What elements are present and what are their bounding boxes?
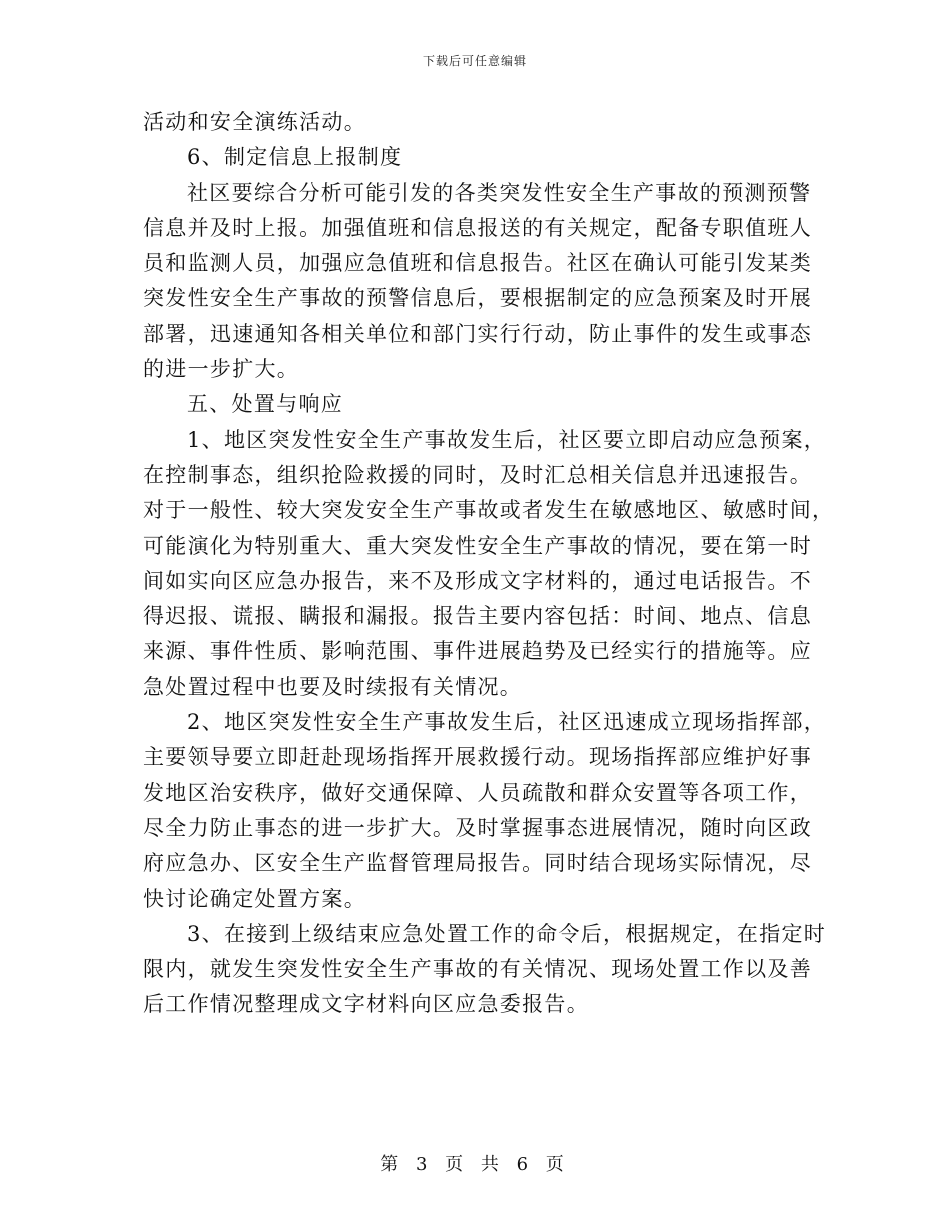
body-line: 对于一般性、较大突发安全生产事故或者发生在敏感地区、敏感时间， xyxy=(143,498,835,523)
paragraph-start: 3、在接到上级结束应急处置工作的命令后，根据规定，在指定时 xyxy=(187,921,827,946)
page-footer: 第 3 页 共 6 页 xyxy=(380,1154,570,1175)
body-line: 部署，迅速通知各相关单位和部门实行行动，防止事件的发生或事态 xyxy=(143,321,812,346)
paragraph-start: 1、地区突发性安全生产事故发生后，社区要立即启动应急预案， xyxy=(187,427,827,452)
body-line: 突发性安全生产事故的预警信息后，要根据制定的应急预案及时开展 xyxy=(143,286,812,311)
section-heading: 6、制定信息上报制度 xyxy=(187,145,403,170)
body-line: 主要领导要立即赶赴现场指挥开展救援行动。现场指挥部应维护好事 xyxy=(143,745,812,770)
body-line: 间如实向区应急办报告，来不及形成文字材料的，通过电话报告。不 xyxy=(143,568,812,593)
body-line: 活动和安全演练活动。 xyxy=(143,110,366,134)
body-line: 限内，就发生突发性安全生产事故的有关情况、现场处置工作以及善 xyxy=(143,957,812,982)
page-header: 下载后可任意编辑 xyxy=(422,54,527,68)
body-line: 员和监测人员，加强应急值班和信息报告。社区在确认可能引发某类 xyxy=(143,251,812,276)
body-line: 快讨论确定处置方案。 xyxy=(143,886,366,911)
body-line: 急处置过程中也要及时续报有关情况。 xyxy=(143,674,523,699)
body-line: 可能演化为特别重大、重大突发性安全生产事故的情况，要在第一时 xyxy=(143,533,812,558)
document-body xyxy=(143,105,835,1023)
body-line: 在控制事态，组织抢险救援的同时，及时汇总相关信息并迅速报告。 xyxy=(143,462,812,487)
body-line: 的进一步扩大。 xyxy=(143,357,300,382)
section-heading: 五、处置与响应 xyxy=(187,392,344,417)
body-line: 后工作情况整理成文字材料向区应急委报告。 xyxy=(143,992,589,1017)
body-line: 发地区治安秩序，做好交通保障、人员疏散和群众安置等各项工作， xyxy=(143,780,812,805)
paragraph-start: 2、地区突发性安全生产事故发生后，社区迅速成立现场指挥部， xyxy=(187,710,827,735)
body-line: 府应急办、区安全生产监督管理局报告。同时结合现场实际情况，尽 xyxy=(143,851,812,876)
body-line: 得迟报、谎报、瞒报和漏报。报告主要内容包括：时间、地点、信息 xyxy=(143,604,812,629)
body-line: 来源、事件性质、影响范围、事件进展趋势及已经实行的措施等。应 xyxy=(143,639,812,664)
body-line: 信息并及时上报。加强值班和信息报送的有关规定，配备专职值班人 xyxy=(143,215,812,240)
paragraph-start: 社区要综合分析可能引发的各类突发性安全生产事故的预测预警 xyxy=(187,180,812,205)
body-line: 尽全力防止事态的进一步扩大。及时掌握事态进展情况，随时向区政 xyxy=(143,815,812,840)
